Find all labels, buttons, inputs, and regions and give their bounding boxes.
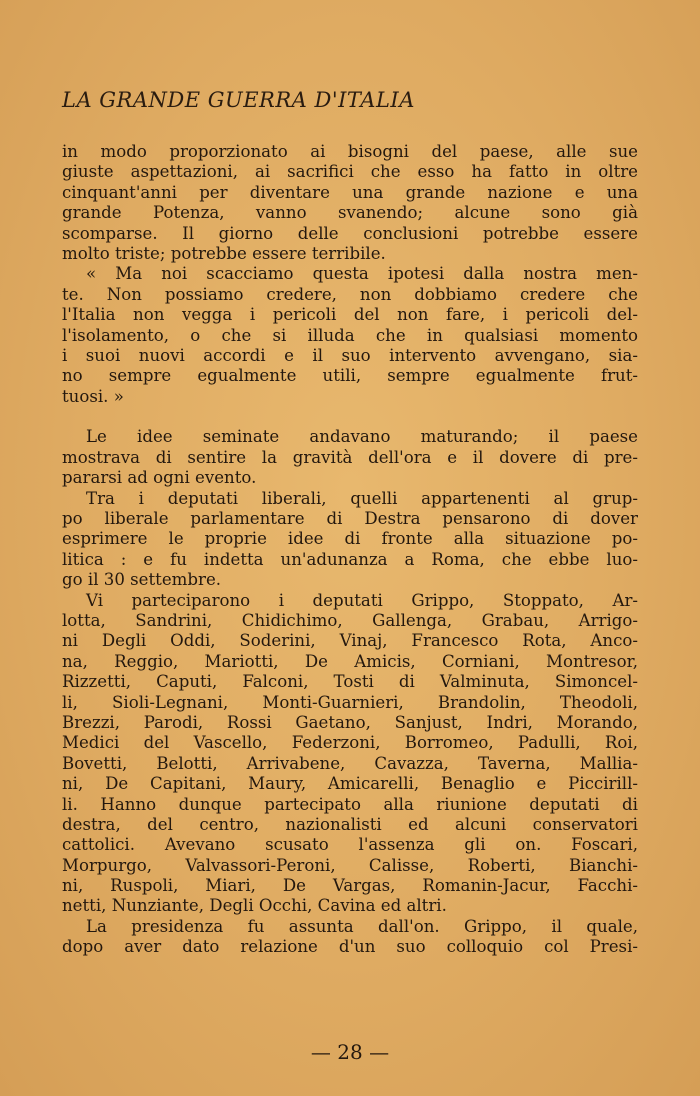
text-line: Tra i deputati liberali, quelli appartenenti al grup- (86, 488, 638, 508)
text-line: dopo aver dato relazione d'un suo colloquio col Presi- (62, 937, 638, 957)
text-line: giuste aspettazioni, ai sacrifici che esso ha fatto in oltre (62, 162, 638, 182)
text-line: scomparse. Il giorno delle conclusioni potrebbe essere (62, 223, 638, 243)
text-line: li. Hanno dunque partecipato alla riunione deputati di (62, 794, 638, 814)
text-line: ni Degli Oddi, Soderini, Vinaj, Francesco Rota, Anco- (62, 631, 638, 651)
text-line: Rizzetti, Caputi, Falconi, Tosti di Valminuta, Simoncel- (62, 672, 638, 692)
text-line: l'Italia non vegga i pericoli del non fare, i pericoli del- (62, 305, 638, 325)
text-line: na, Reggio, Mariotti, De Amicis, Corniani, Montresor, (62, 651, 638, 671)
text-line: Morpurgo, Valvassori-Peroni, Calisse, Roberti, Bianchi- (62, 855, 638, 875)
text-line: lotta, Sandrini, Chidichimo, Gallenga, Grabau, Arrigo- (62, 610, 638, 630)
text-line: no sempre egualmente utili, sempre egualmente frut- (62, 366, 638, 386)
text-line: molto triste; potrebbe essere terribile. (62, 243, 386, 263)
text-line: Le idee seminate andavano maturando; il paese (86, 427, 638, 447)
text-line: in modo proporzionato ai bisogni del paese, alle sue (62, 142, 638, 161)
text-line: ni, De Capitani, Maury, Amicarelli, Benaglio e Piccirill- (62, 774, 638, 794)
text-line: l'isolamento, o che si illuda che in qualsiasi momento (62, 325, 638, 345)
text-line: pararsi ad ogni evento. (62, 468, 257, 488)
text-line: esprimere le proprie idee di fronte alla situazione po- (62, 529, 638, 549)
text-line: Brezzi, Parodi, Rossi Gaetano, Sanjust, Indri, Morando, (62, 712, 638, 732)
text-line: li, Sioli-Legnani, Monti-Guarnieri, Brandolin, Theodoli, (62, 692, 638, 712)
text-line: go il 30 settembre. (62, 570, 222, 590)
text-line: netti, Nunziante, Degli Occhi, Cavina ed altri. (62, 896, 447, 916)
text-line: i suoi nuovi accordi e il suo intervento avvengano, sia- (62, 345, 638, 365)
text-line: Medici del Vascello, Federzoni, Borromeo, Padulli, Roi, (62, 733, 638, 753)
text-line: cattolici. Avevano scusato l'assenza gli on. Foscari, (62, 835, 638, 855)
text-line: grande Potenza, vanno svanendo; alcune sono già (62, 203, 638, 223)
text-line: po liberale parlamentare di Destra pensarono di dover (62, 509, 638, 529)
text-line: « Ma noi scacciamo questa ipotesi dalla nostra men- (86, 264, 638, 284)
text-line: Vi parteciparono i deputati Grippo, Stoppato, Ar- (86, 590, 638, 610)
paragraph-gap (62, 407, 638, 427)
body-text (62, 142, 638, 958)
text-line: cinquant'anni per diventare una grande nazione e una (62, 182, 638, 202)
text-line: La presidenza fu assunta dall'on. Grippo, il quale, (86, 916, 638, 936)
text-line: ni, Ruspoli, Miari, De Vargas, Romanin-Jacur, Facchi- (62, 876, 638, 896)
text-line: destra, del centro, nazionalisti ed alcuni conservatori (62, 814, 638, 834)
text-line: mostrava di sentire la gravità dell'ora e il dovere di pre- (62, 447, 638, 467)
page-number: — 28 — (310, 1040, 390, 1064)
text-line: Bovetti, Belotti, Arrivabene, Cavazza, Taverna, Mallia- (62, 753, 638, 773)
text-line: litica : e fu indetta un'adunanza a Roma, che ebbe luo- (62, 549, 638, 569)
text-line: tuosi. » (62, 386, 124, 406)
text-line: te. Non possiamo credere, non dobbiamo credere che (62, 284, 638, 304)
running-head: LA GRANDE GUERRA D'ITALIA (62, 88, 415, 112)
